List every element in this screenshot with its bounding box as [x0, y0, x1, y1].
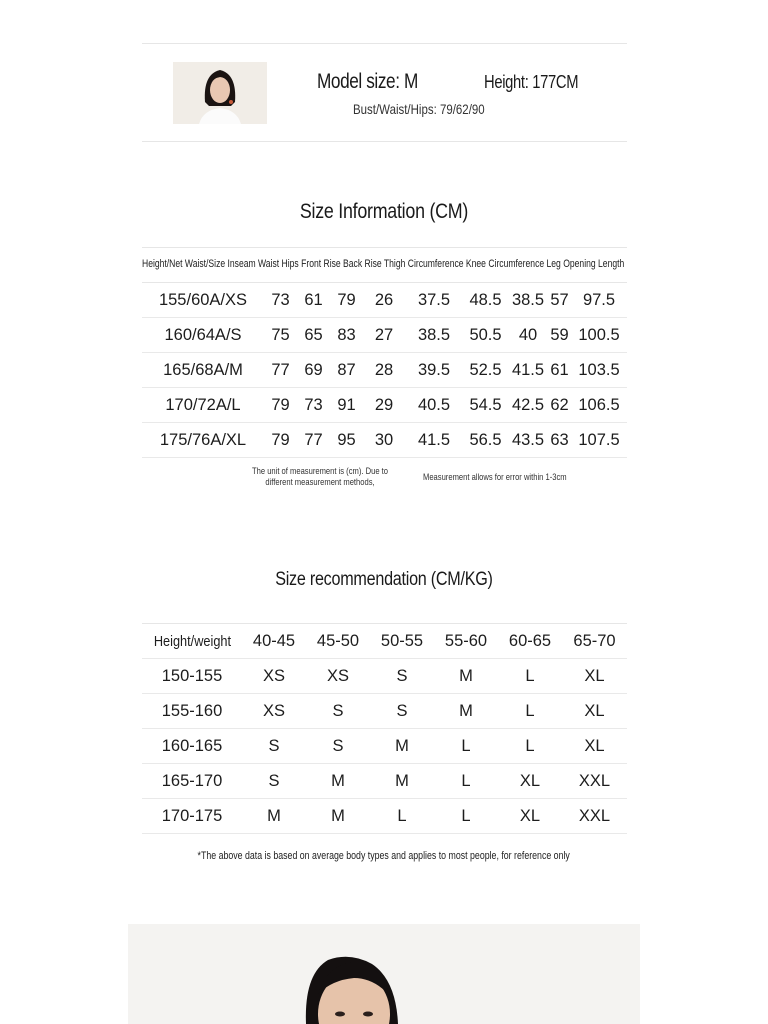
measurement-cell: 41.5 — [405, 423, 463, 458]
measurement-cell: 28 — [363, 353, 405, 388]
measurement-cell: 61 — [297, 283, 330, 318]
size-information-title: Size Information (CM) — [299, 200, 469, 223]
model-photo-image — [128, 924, 640, 1024]
measurement-cell: 106.5 — [571, 388, 627, 423]
measurement-cell: 56.5 — [463, 423, 508, 458]
model-height: Height: 177CM — [484, 72, 579, 92]
recommended-size-cell: L — [498, 694, 562, 729]
measurement-cell: 37.5 — [405, 283, 463, 318]
table-row — [142, 423, 627, 458]
recommended-size-cell: L — [434, 764, 498, 799]
measurement-cell: 95 — [330, 423, 363, 458]
measurement-cell: 50.5 — [463, 318, 508, 353]
height-range-cell: 155-160 — [142, 694, 242, 729]
recommended-size-cell: XS — [242, 659, 306, 694]
recommended-size-cell: XL — [562, 729, 627, 764]
recommended-size-cell: M — [434, 694, 498, 729]
measurement-cell: 87 — [330, 353, 363, 388]
measurement-error-note: Measurement allows for error within 1-3cm — [423, 472, 567, 483]
model-size: Model size: M — [317, 70, 418, 93]
recommended-size-cell: XXL — [562, 799, 627, 834]
height-range-cell: 160-165 — [142, 729, 242, 764]
table-row — [142, 353, 627, 388]
model-measurements: Bust/Waist/Hips: 79/62/90 — [353, 101, 485, 117]
recommended-size-cell: L — [434, 729, 498, 764]
recommended-size-cell: XXL — [562, 764, 627, 799]
divider-info-top — [142, 247, 627, 248]
measurement-cell: 97.5 — [571, 283, 627, 318]
measurement-cell: 77 — [264, 353, 297, 388]
measurement-cell: 48.5 — [463, 283, 508, 318]
measurement-cell: 30 — [363, 423, 405, 458]
height-range-cell: 170-175 — [142, 799, 242, 834]
measurement-cell: 61 — [548, 353, 571, 388]
measurement-cell: 79 — [264, 388, 297, 423]
recommended-size-cell: L — [370, 799, 434, 834]
table-row — [142, 729, 627, 764]
measurement-cell: 26 — [363, 283, 405, 318]
recommended-size-cell: M — [306, 764, 370, 799]
measurement-cell: 38.5 — [405, 318, 463, 353]
measurement-cell: 69 — [297, 353, 330, 388]
recommended-size-cell: S — [370, 659, 434, 694]
height-range-cell: 150-155 — [142, 659, 242, 694]
model-photo-bottom — [128, 924, 640, 1024]
measurement-cell: 73 — [264, 283, 297, 318]
recommended-size-cell: M — [370, 729, 434, 764]
height-range-cell: 165-170 — [142, 764, 242, 799]
measurement-cell: 57 — [548, 283, 571, 318]
table-row — [142, 659, 627, 694]
measurement-cell: 65 — [297, 318, 330, 353]
recommended-size-cell: S — [370, 694, 434, 729]
recommended-size-cell: L — [498, 659, 562, 694]
recommended-size-cell: XL — [562, 694, 627, 729]
size-info-table — [142, 283, 627, 458]
measurement-cell: 79 — [330, 283, 363, 318]
measurement-cell: 103.5 — [571, 353, 627, 388]
recommended-size-cell: M — [434, 659, 498, 694]
table-row — [142, 764, 627, 799]
recommended-size-cell: M — [306, 799, 370, 834]
size-label-cell: 170/72A/L — [142, 388, 264, 423]
table-row — [142, 799, 627, 834]
weight-range-header: 65-70 — [562, 624, 627, 659]
model-portrait-image — [173, 62, 267, 124]
measurement-cell: 29 — [363, 388, 405, 423]
table-header-row — [142, 624, 627, 659]
size-info-header: Height/Net Waist/Size Inseam Waist Hips Front Rise Back Rise Thigh Circumference Knee Circumference Leg Opening Length — [142, 258, 625, 270]
measurement-cell: 77 — [297, 423, 330, 458]
measurement-cell: 39.5 — [405, 353, 463, 388]
height-weight-header: Height/weight — [142, 624, 242, 659]
size-label-cell: 160/64A/S — [142, 318, 264, 353]
table-row — [142, 318, 627, 353]
measurement-cell: 107.5 — [571, 423, 627, 458]
size-label-cell: 155/60A/XS — [142, 283, 264, 318]
recommendation-disclaimer: *The above data is based on average body types and applies to most people, for reference only — [197, 850, 571, 862]
measurement-cell: 75 — [264, 318, 297, 353]
weight-range-header: 45-50 — [306, 624, 370, 659]
measurement-cell: 59 — [548, 318, 571, 353]
measurement-cell: 40.5 — [405, 388, 463, 423]
measurement-cell: 83 — [330, 318, 363, 353]
recommended-size-cell: XS — [242, 694, 306, 729]
measurement-cell: 38.5 — [508, 283, 548, 318]
recommended-size-cell: M — [370, 764, 434, 799]
recommended-size-cell: S — [242, 764, 306, 799]
measurement-unit-note: The unit of measurement is (cm). Due to different measurement methods, — [251, 466, 388, 488]
table-row — [142, 283, 627, 318]
size-label-cell: 165/68A/M — [142, 353, 264, 388]
recommended-size-cell: XS — [306, 659, 370, 694]
recommended-size-cell: M — [242, 799, 306, 834]
recommended-size-cell: S — [306, 729, 370, 764]
measurement-cell: 62 — [548, 388, 571, 423]
measurement-cell: 54.5 — [463, 388, 508, 423]
recommended-size-cell: XL — [562, 659, 627, 694]
table-row — [142, 694, 627, 729]
measurement-cell: 43.5 — [508, 423, 548, 458]
size-label-cell: 175/76A/XL — [142, 423, 264, 458]
measurement-cell: 40 — [508, 318, 548, 353]
measurement-cell: 100.5 — [571, 318, 627, 353]
measurement-cell: 41.5 — [508, 353, 548, 388]
recommended-size-cell: L — [434, 799, 498, 834]
measurement-cell: 73 — [297, 388, 330, 423]
weight-range-header: 60-65 — [498, 624, 562, 659]
divider-top — [142, 43, 627, 44]
recommended-size-cell: S — [242, 729, 306, 764]
weight-range-header: 55-60 — [434, 624, 498, 659]
divider-model-bottom — [142, 141, 627, 142]
table-row — [142, 388, 627, 423]
size-recommendation-table — [142, 624, 627, 834]
measurement-cell: 42.5 — [508, 388, 548, 423]
recommended-size-cell: XL — [498, 764, 562, 799]
size-recommendation-title: Size recommendation (CM/KG) — [275, 569, 493, 590]
recommended-size-cell: S — [306, 694, 370, 729]
measurement-cell: 27 — [363, 318, 405, 353]
recommended-size-cell: XL — [498, 799, 562, 834]
measurement-cell: 79 — [264, 423, 297, 458]
recommended-size-cell: L — [498, 729, 562, 764]
measurement-cell: 63 — [548, 423, 571, 458]
model-thumbnail — [173, 62, 267, 124]
measurement-cell: 52.5 — [463, 353, 508, 388]
measurement-cell: 91 — [330, 388, 363, 423]
weight-range-header: 50-55 — [370, 624, 434, 659]
weight-range-header: 40-45 — [242, 624, 306, 659]
